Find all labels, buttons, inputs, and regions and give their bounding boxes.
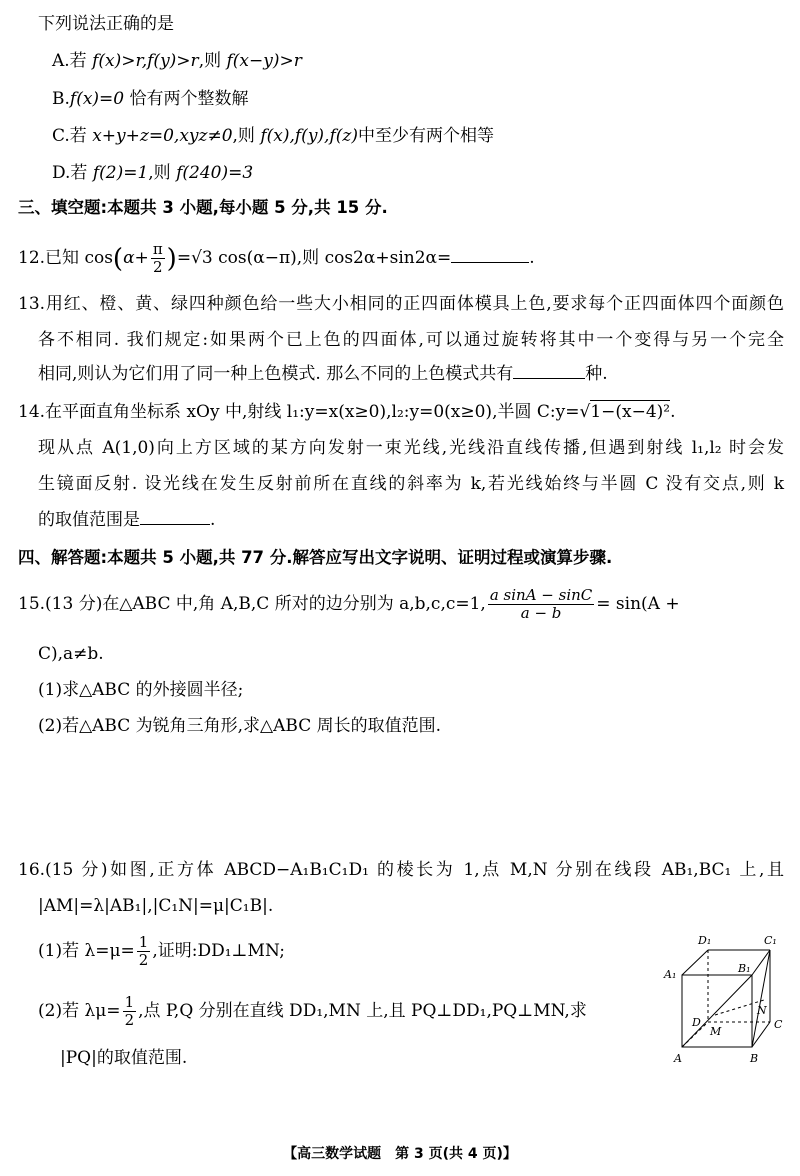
q16-part-2-line-2: |PQ|的取值范围.	[60, 1048, 188, 1068]
section-4-title: 四、解答题:本题共 5 小题,共 77 分.解答应写出文字说明、证明过程或演算步骤.	[18, 548, 613, 567]
q14-line-3: 生镜面反射. 设光线在发生反射前所在直线的斜率为 k,若光线始终与半圆 C 没有交点,则 k	[38, 474, 784, 494]
label-c: C	[774, 1018, 783, 1031]
q11-option-d: D.若 f(2)=1,则 f(240)=3	[52, 163, 254, 183]
label-n: N	[757, 1004, 767, 1017]
label-m: M	[710, 1025, 722, 1038]
q16-part-1: (1)若 λ=μ= $\frac{1}{2}$ ,证明:DD₁⊥MN;	[38, 933, 285, 969]
q15-line-1: 15.(13 分)在△ABC 中,角 A,B,C 所对的边分别为 a,b,c,c=1, $\frac{\text{a sinA − sinC}}{a - b}$ = sin(A +	[18, 586, 680, 622]
q11-stem: 下列说法正确的是	[38, 14, 174, 34]
section-3-title: 三、填空题:本题共 3 小题,每小题 5 分,共 15 分.	[18, 198, 388, 217]
q16-line-2: |AM|=λ|AB₁|,|C₁N|=μ|C₁B|.	[38, 896, 274, 916]
label-b: B	[750, 1052, 759, 1065]
q15-part-1: (1)求△ABC 的外接圆半径;	[38, 680, 244, 700]
label-d1: D₁	[698, 934, 712, 947]
q14-line-2: 现从点 A(1,0)向上方区域的某方向发射一束光线,光线沿直线传播,但遇到射线 l₁,l₂ 时会发	[38, 438, 784, 458]
q14-line-4: 的取值范围是 .	[38, 510, 216, 530]
q11-option-a: A.若 f(x)>r,f(y)>r,则 f(x−y)>r	[52, 51, 302, 71]
cube-figure	[640, 930, 790, 1080]
label-b1: B₁	[738, 962, 751, 975]
q12-answer-blank[interactable]	[451, 246, 529, 263]
q14-answer-blank[interactable]	[140, 508, 210, 525]
q15-line-2: C),a≠b.	[38, 644, 104, 664]
label-a: A	[674, 1052, 682, 1065]
label-a1: A₁	[664, 968, 677, 981]
q12: 12.已知 cos(α+ $\frac{\pi}{2}$ )=√3 cos(α−π),则 cos2α+sin2α= .	[18, 240, 535, 276]
q11-option-b: B.f(x)=0 恰有两个整数解	[52, 89, 249, 109]
page-footer: 【高三数学试题 第 3 页(共 4 页)】	[283, 1146, 517, 1162]
q13-line-2: 各不相同. 我们规定:如果两个已上色的四面体,可以通过旋转将其中一个变得与另一个完全	[38, 330, 784, 350]
edge-a1-d1	[682, 950, 708, 975]
label-d: D	[692, 1016, 701, 1029]
q11-option-c: C.若 x+y+z=0,xyz≠0,则 f(x),f(y),f(z)中至少有两个相等	[52, 126, 494, 146]
q15-part-2: (2)若△ABC 为锐角三角形,求△ABC 周长的取值范围.	[38, 716, 442, 736]
q14-line-1: 14.在平面直角坐标系 xOy 中,射线 l₁:y=x(x≥0),l₂:y=0(x≥0),半圆 C:y=√1−(x−4)².	[18, 402, 676, 422]
label-c1: C₁	[764, 934, 777, 947]
q13-answer-blank[interactable]	[513, 362, 585, 379]
q13-line-3: 相同,则认为它们用了同一种上色模式. 那么不同的上色模式共有 种.	[38, 364, 608, 384]
segment-bc1	[752, 950, 770, 1047]
q16-part-2: (2)若 λμ= $\frac{1}{2}$ ,点 P,Q 分别在直线 DD₁,MN 上,且 PQ⊥DD₁,PQ⊥MN,求	[38, 993, 587, 1029]
q13-line-1: 13.用红、橙、黄、绿四种颜色给一些大小相同的正四面体模具上色,要求每个正四面体四个面颜色	[18, 294, 784, 314]
q16-line-1: 16.(15 分)如图,正方体 ABCD−A₁B₁C₁D₁ 的棱长为 1,点 M,N 分别在线段 AB₁,BC₁ 上,且	[18, 860, 784, 880]
